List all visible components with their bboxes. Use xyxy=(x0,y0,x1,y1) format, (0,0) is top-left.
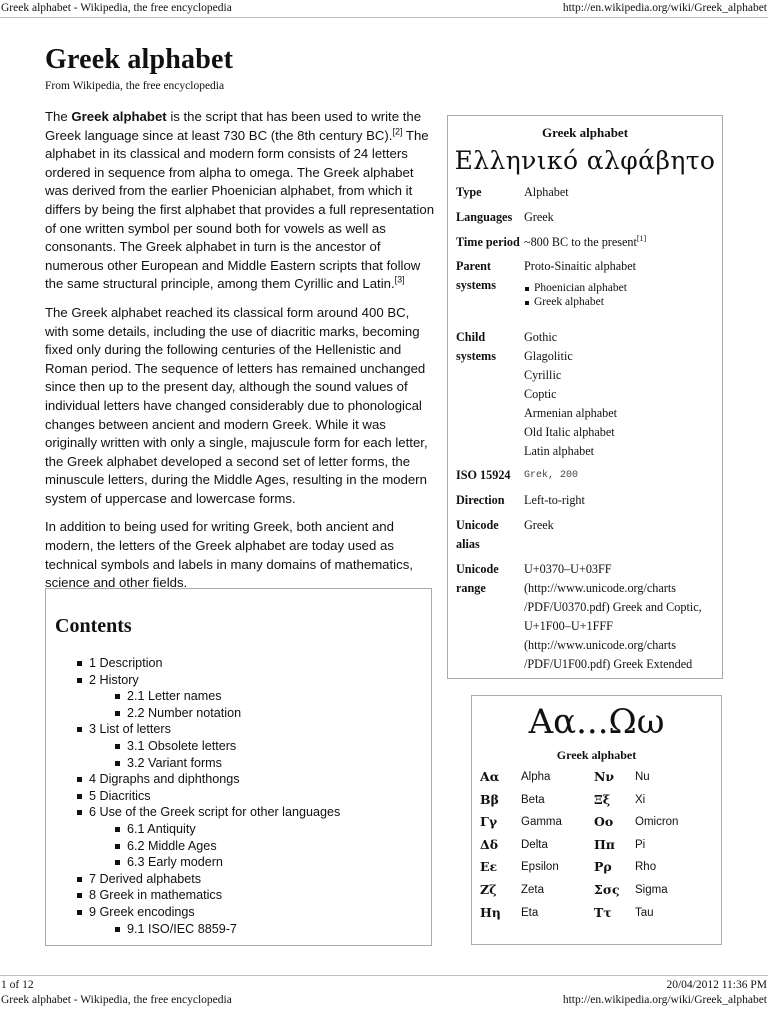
range-link[interactable]: (http://www.unicode.org/charts xyxy=(524,638,676,652)
history-paragraph: The Greek alphabet reached its classical form around 400 BC, with some details, including the use of diacritic marks, becoming fixed only during the following centuries of the Hellenistic and Roman period. The sequence of letters has remained unchanged since then up to the present day, although the sound values of individual letters have changed considerably due to phonological changes between ancient and modern Greek. While it was originally written with only a single, majuscule form for each letter, the Greek alphabet developed a second set of letter forms, the minuscule letters, during the Middle Ages, resulting in the modern system of uppercase and lowercase forms. xyxy=(45,304,428,506)
toc-item[interactable]: 3 List of letters xyxy=(76,721,416,738)
infobox-caption: Greek alphabet xyxy=(541,125,629,140)
letter-table-box xyxy=(471,695,722,945)
infobox-native-name: Ελληνικό αλφάβητο xyxy=(454,146,716,175)
letter-name: Eta xyxy=(521,906,539,919)
label-line: systems xyxy=(456,278,496,292)
label-line: range xyxy=(456,581,486,595)
label-line: Child xyxy=(456,330,486,344)
letter-name: Xi xyxy=(635,793,646,806)
print-footer-title: Greek alphabet - Wikipedia, the free encyclopedia xyxy=(1,994,232,1006)
infobox-value xyxy=(524,233,724,252)
toc-item[interactable]: 5 Diacritics xyxy=(76,788,416,805)
infobox-label: ISO 15924 xyxy=(456,468,511,482)
range-line: /PDF/U1F00.pdf) Greek Extended xyxy=(524,657,693,671)
toc-item[interactable]: 4 Digraphs and diphthongs xyxy=(76,771,416,788)
infobox-value xyxy=(524,257,724,309)
label-line: alias xyxy=(456,537,480,551)
intro-term: Greek alphabet xyxy=(71,109,167,124)
infobox-label xyxy=(456,560,524,598)
citation-link-3[interactable]: [3] xyxy=(394,274,405,285)
letter-name: Gamma xyxy=(521,816,562,829)
letter-sample-image: Αα...Ωω xyxy=(528,702,665,742)
letter-glyph: Ββ xyxy=(480,791,499,807)
letter-name: Omicron xyxy=(635,816,679,829)
letter-glyph: Ττ xyxy=(594,904,612,920)
intro-text-a: The xyxy=(45,109,72,124)
toc-item[interactable]: 8 Greek in mathematics xyxy=(76,887,416,904)
label-line: Parent xyxy=(456,259,491,273)
range-line: U+0370–U+03FF xyxy=(524,562,612,576)
infobox-value: Left-to-right xyxy=(524,493,585,507)
toc-subitem[interactable]: 6.1 Antiquity xyxy=(114,821,416,838)
footer-divider xyxy=(0,975,768,976)
letter-glyph: Γγ xyxy=(480,814,498,830)
toc-item[interactable]: 9 Greek encodings xyxy=(76,904,416,921)
infobox-value[interactable]: Greek xyxy=(524,210,554,224)
toc-subitem[interactable]: 6.3 Early modern xyxy=(114,854,416,871)
print-header-title: Greek alphabet - Wikipedia, the free encyclopedia xyxy=(1,2,232,14)
citation-link-1[interactable]: [1] xyxy=(636,233,647,243)
letter-glyph: Δδ xyxy=(480,836,499,852)
toc-subitem[interactable]: 6.2 Middle Ages xyxy=(114,838,416,855)
header-divider xyxy=(0,17,768,18)
letter-glyph: Ζζ xyxy=(480,882,497,897)
letter-table-caption: Greek alphabet xyxy=(556,748,637,762)
time-period-text: ~800 BC to the present xyxy=(524,235,637,249)
range-link[interactable]: (http://www.unicode.org/charts xyxy=(524,581,676,595)
citation-link-2[interactable]: [2] xyxy=(392,126,403,137)
letter-name: Epsilon xyxy=(521,861,559,874)
label-line: systems xyxy=(456,349,496,363)
child-system-link[interactable]: Armenian alphabet xyxy=(524,406,618,420)
parent-subitem: Greek alphabet xyxy=(524,296,724,310)
intro-text-d: The alphabet in its classical and modern form consists of 24 letters ordered in sequence from alpha to omega. The Greek alphabet was derived from the earlier Phoenician alphabet, from which it differs by being the first alphabet that provides a full representation of one written symbol per sound both for vowels as well as consonants. The Greek alphabet in turn is the ancestor of numerous other European and Middle Eastern scripts that follow the same structural principle, among them Cyrillic and Latin. xyxy=(45,127,435,292)
infobox-value[interactable]: Alphabet xyxy=(524,185,569,199)
label-line: Unicode xyxy=(456,562,499,576)
letter-name: Tau xyxy=(635,906,654,919)
parent-subitem[interactable]: Phoenician alphabet xyxy=(524,282,724,296)
letter-glyph: Αα xyxy=(480,769,500,784)
toc-subitem[interactable]: 2.1 Letter names xyxy=(114,688,416,705)
infobox-label: Time period xyxy=(456,235,520,249)
infobox-label: Languages xyxy=(456,210,513,224)
print-header-url: http://en.wikipedia.org/wiki/Greek_alphabet xyxy=(562,2,767,14)
infobox-label xyxy=(456,516,524,554)
letter-glyph: Ππ xyxy=(594,836,615,852)
child-system-link[interactable]: Gothic xyxy=(524,330,558,344)
range-line: /PDF/U0370.pdf) Greek and Coptic, xyxy=(524,600,702,614)
infobox-label xyxy=(456,328,524,366)
infobox-label xyxy=(456,257,524,295)
parent-sublist xyxy=(524,282,724,309)
letter-name: Pi xyxy=(635,838,646,851)
page-subtitle: From Wikipedia, the free encyclopedia xyxy=(45,80,225,92)
toc-item[interactable]: 1 Description xyxy=(76,655,416,672)
infobox-label: Direction xyxy=(456,493,505,507)
toc-heading: Contents xyxy=(55,615,132,637)
letter-name: Sigma xyxy=(635,884,668,896)
toc-subitem[interactable]: 2.2 Number notation xyxy=(114,705,416,722)
intro-text-c: is the script that has been used to write the Greek language since at least 730 BC (the 8th century BC). xyxy=(45,109,422,143)
letter-name: Zeta xyxy=(521,884,545,896)
print-footer-url: http://en.wikipedia.org/wiki/Greek_alphabet xyxy=(562,994,767,1006)
infobox-value: Greek xyxy=(524,518,554,532)
letter-glyph: Ηη xyxy=(480,904,501,920)
infobox-value xyxy=(524,328,724,461)
letter-glyph: Νν xyxy=(594,769,615,784)
infobox xyxy=(447,115,723,679)
page-counter: 1 of 12 xyxy=(1,979,34,991)
letter-glyph: Ρρ xyxy=(594,859,612,875)
letter-name: Nu xyxy=(635,771,650,783)
table-of-contents xyxy=(45,588,432,946)
label-line: Unicode xyxy=(456,518,499,532)
infobox-value: Grek, 200 xyxy=(524,470,579,481)
child-system-link[interactable]: Glagolitic xyxy=(524,349,573,363)
print-datetime: 20/04/2012 11:36 PM xyxy=(666,979,767,991)
infobox-value xyxy=(524,560,724,674)
toc-item[interactable]: 7 Derived alphabets xyxy=(76,871,416,888)
letter-name: Alpha xyxy=(521,771,551,783)
letter-name: Delta xyxy=(521,838,548,851)
letter-glyph: Οο xyxy=(594,814,614,830)
child-system-link[interactable]: Latin alphabet xyxy=(524,444,595,458)
article-body xyxy=(45,108,435,603)
toc-subitem[interactable]: 9.1 ISO/IEC 8859-7 xyxy=(114,921,416,938)
range-line: U+1F00–U+1FFF xyxy=(524,619,613,633)
infobox-label: Type xyxy=(456,185,482,199)
page-title: Greek alphabet xyxy=(45,44,234,75)
letter-glyph: Εε xyxy=(480,859,498,875)
toc-subitem[interactable]: 3.1 Obsolete letters xyxy=(114,738,416,755)
child-system-link[interactable]: Old Italic alphabet xyxy=(524,425,615,439)
toc-item[interactable]: 2 History xyxy=(76,672,416,689)
toc-list xyxy=(76,655,416,937)
child-system-link[interactable]: Cyrillic xyxy=(524,368,562,382)
child-system-link[interactable]: Coptic xyxy=(524,387,557,401)
toc-item[interactable]: 6 Use of the Greek script for other languages xyxy=(76,804,416,821)
intro-paragraph xyxy=(45,108,435,294)
letter-name: Rho xyxy=(635,861,657,874)
toc-subitem[interactable]: 3.2 Variant forms xyxy=(114,755,416,772)
letter-glyph: Σσς xyxy=(594,882,620,897)
usage-paragraph: In addition to being used for writing Greek, both ancient and modern, the letters of the Greek alphabet are today used as technical symbols and labels in many domains of mathematics, science and other fields. xyxy=(45,519,413,591)
letter-glyph: Ξξ xyxy=(594,791,611,807)
parent-system-link[interactable]: Proto-Sinaitic alphabet xyxy=(524,259,637,273)
letter-name: Beta xyxy=(521,793,545,806)
